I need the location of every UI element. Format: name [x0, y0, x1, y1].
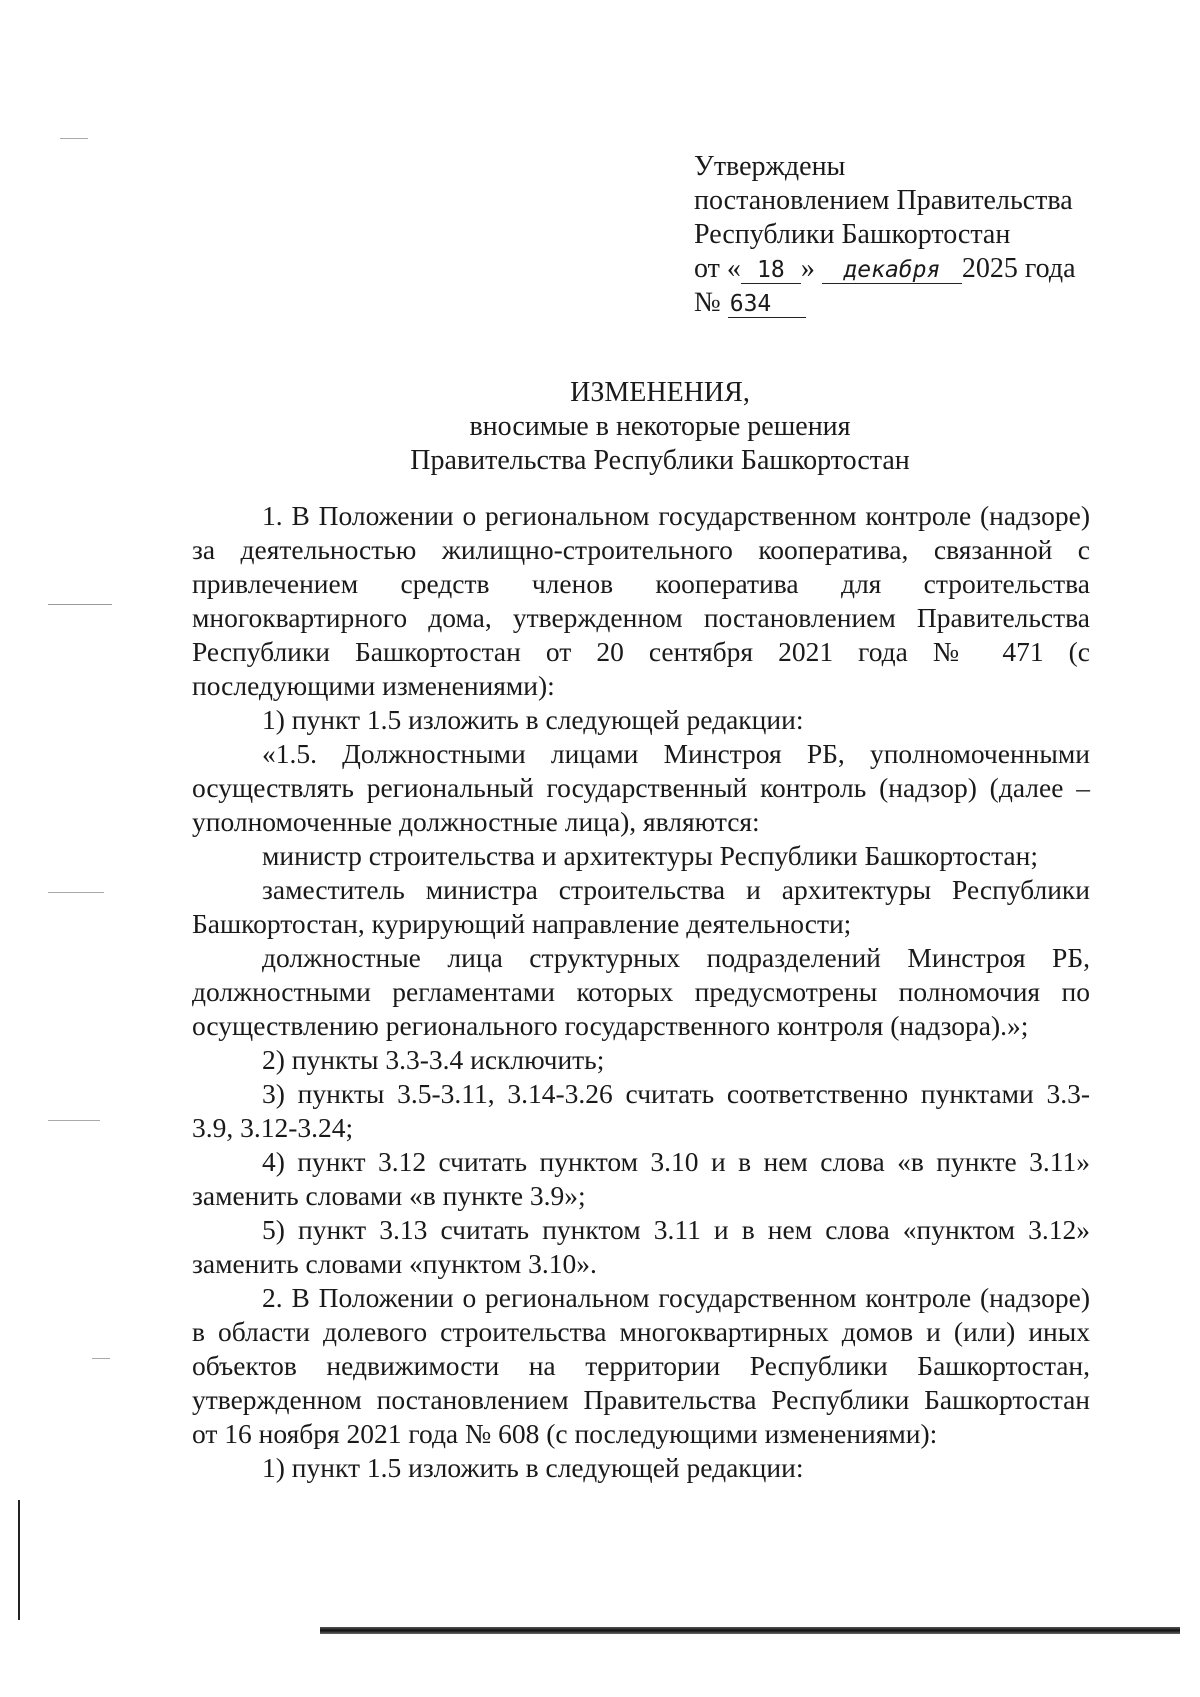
paragraph-3: «1.5. Должностными лицами Минстроя РБ, уполномоченными осуществлять региональный государственный контроль (надзор) (далее – уполномоченные должностные лица), являются: — [192, 738, 1090, 837]
scan-bottom-line — [320, 1627, 1180, 1634]
title-heading: ИЗМЕНЕНИЯ, — [570, 377, 750, 408]
scan-speck — [48, 604, 112, 605]
date-month: декабря — [822, 257, 962, 284]
approval-line-3: Республики Башкортостан — [694, 219, 1011, 250]
paragraph-12: 1) пункт 1.5 изложить в следующей редакции: — [262, 1452, 804, 1483]
document-title — [330, 376, 990, 478]
paragraph-1: 1. В Положении о региональном государственном контроле (надзоре) за деятельностью жилищно-строительного кооператива, связанной с привлечением средств членов кооператива для строительства многоквартирного дома, утвержденном постановлением Правительства Республики Башкортостан от 20 сентября 2021 года № 471 (с последующими изменениями): — [192, 500, 1090, 701]
approval-date — [694, 252, 1124, 286]
date-year: 2025 года — [961, 253, 1076, 284]
paragraph-10: 5) пункт 3.13 считать пунктом 3.11 и в нем слова «пунктом 3.12» заменить словами «пунктом 3.10». — [192, 1214, 1090, 1279]
approval-line-1: Утверждены — [694, 151, 846, 182]
scan-speck — [92, 1358, 110, 1359]
approval-block — [694, 150, 1124, 320]
date-prefix: от « — [694, 253, 741, 284]
date-day: 18 — [741, 257, 801, 284]
document-number: 634 — [728, 291, 806, 318]
paragraph-2: 1) пункт 1.5 изложить в следующей редакции: — [262, 704, 804, 735]
paragraph-7: 2) пункты 3.3-3.4 исключить; — [262, 1044, 605, 1075]
scan-speck — [60, 138, 88, 139]
title-subtitle-1: вносимые в некоторые решения — [469, 411, 851, 442]
date-mid: » — [800, 253, 815, 284]
approval-number — [694, 286, 1124, 320]
paragraph-5: заместитель министра строительства и архитектуры Республики Башкортостан, курирующий направление деятельности; — [192, 874, 1090, 939]
paragraph-8: 3) пункты 3.5-3.11, 3.14-3.26 считать соответственно пунктами 3.3-3.9, 3.12-3.24; — [192, 1078, 1090, 1143]
approval-line-2: постановлением Правительства — [694, 185, 1073, 216]
scan-speck — [48, 1120, 100, 1121]
scan-edge-mark — [18, 1500, 20, 1620]
paragraph-11: 2. В Положении о региональном государственном контроле (надзоре) в области долевого строительства многоквартирных домов и (или) иных объектов недвижимости на территории Республики Башкортостан, утвержденном постановлением Правительства Республики Башкортостан от 16 ноября 2021 года № 608 (с последующими изменениями): — [192, 1282, 1090, 1449]
paragraph-6: должностные лица структурных подразделений Минстроя РБ, должностными регламентами которых предусмотрены полномочия по осуществлению регионального государственного контроля (надзора).»; — [192, 942, 1090, 1041]
number-prefix: № — [694, 287, 721, 318]
paragraph-4: министр строительства и архитектуры Республики Башкортостан; — [262, 840, 1038, 871]
scan-speck — [48, 892, 104, 893]
document-body — [192, 499, 1090, 1485]
paragraph-9: 4) пункт 3.12 считать пунктом 3.10 и в нем слова «в пункте 3.11» заменить словами «в пункте 3.9»; — [192, 1146, 1090, 1211]
title-subtitle-2: Правительства Республики Башкортостан — [410, 445, 910, 476]
